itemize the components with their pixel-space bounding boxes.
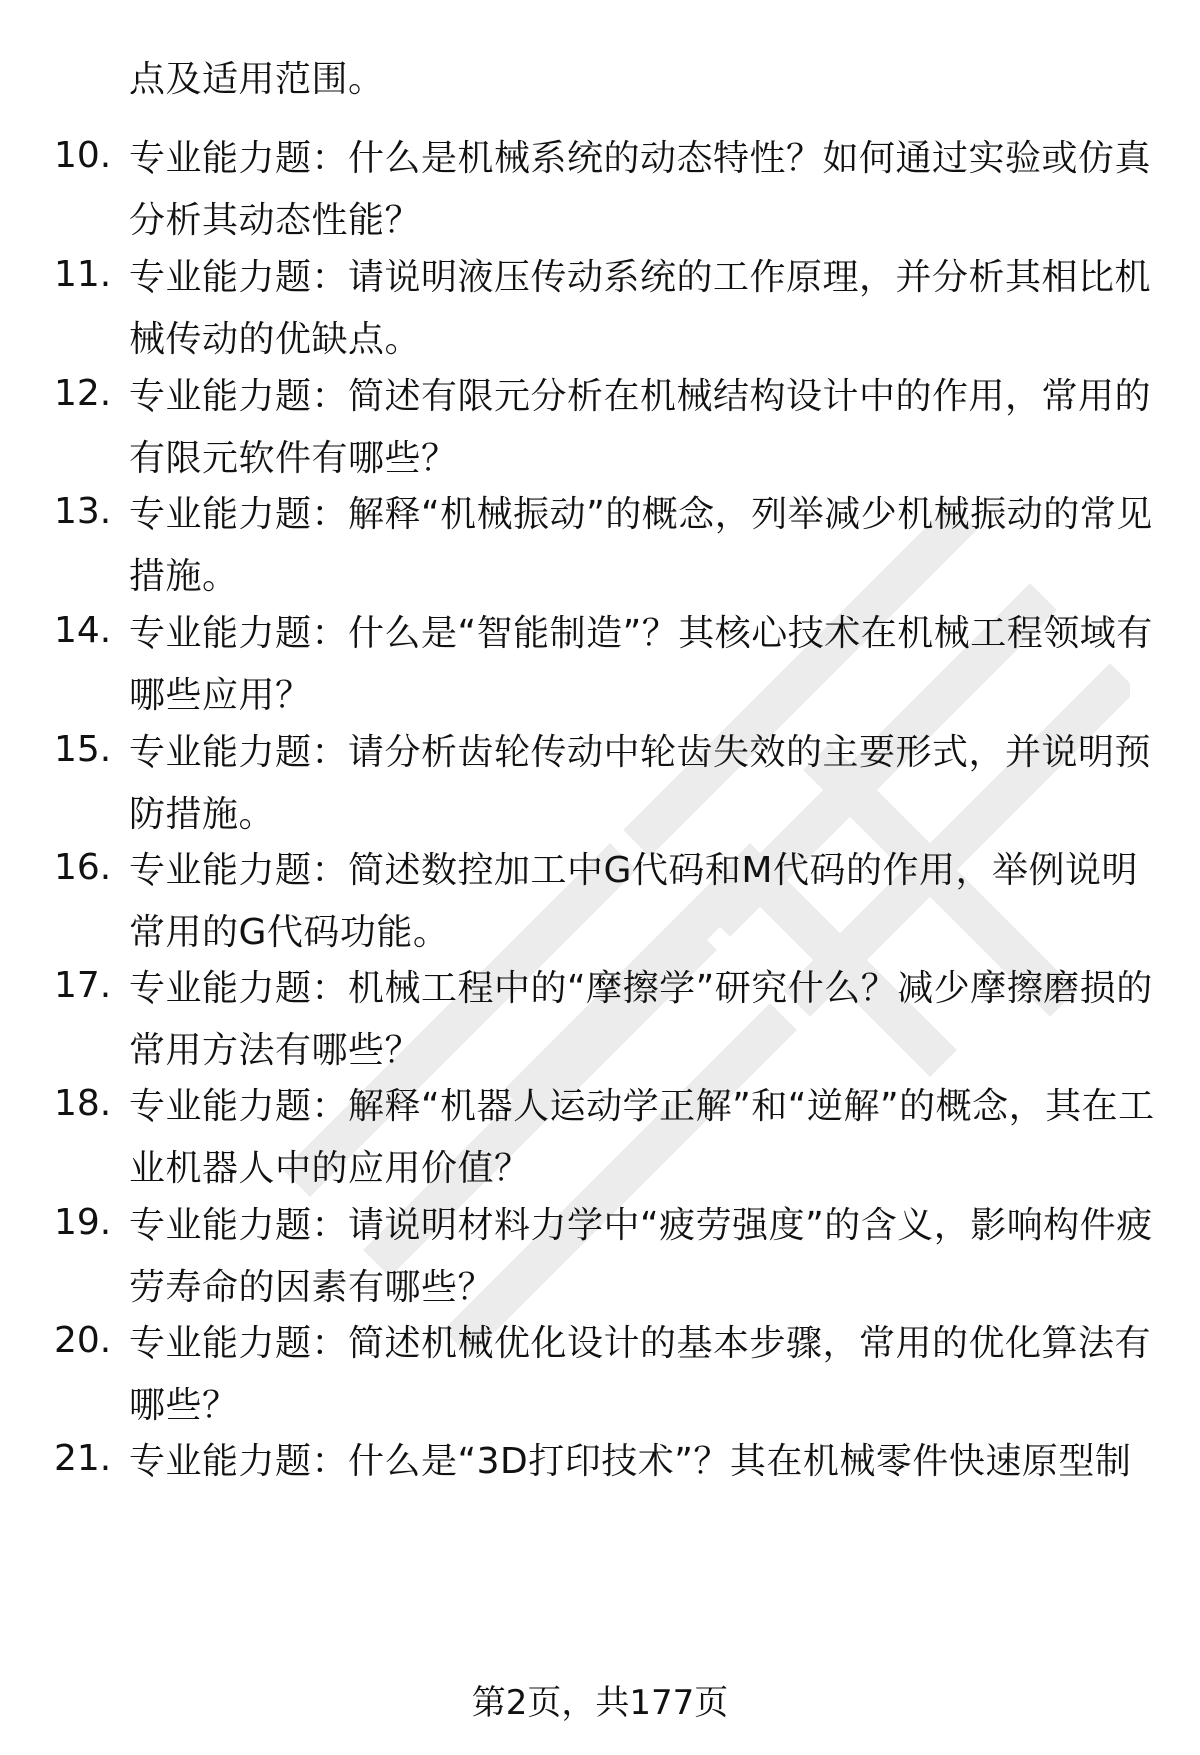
- item-number: 15.: [54, 729, 112, 770]
- item-number: 14.: [54, 610, 112, 651]
- item-number: 16.: [54, 847, 112, 888]
- item-text: 专业能力题：请说明材料力学中“疲劳强度”的含义，影响构件疲劳寿命的因素有哪些？: [129, 1205, 1153, 1308]
- page-footer: 第2页，共177页: [471, 1683, 729, 1723]
- item-number: 20.: [54, 1320, 112, 1361]
- item-text: 专业能力题：简述机械优化设计的基本步骤，常用的优化算法有哪些？: [129, 1323, 1152, 1426]
- item-number: 18.: [54, 1083, 112, 1124]
- item-text: 专业能力题：简述数控加工中G代码和M代码的作用，举例说明常用的G代码功能。: [129, 850, 1138, 953]
- item-text: 专业能力题：解释“机械振动”的概念，列举减少机械振动的常见措施。: [129, 494, 1153, 597]
- item-text: 专业能力题：什么是机械系统的动态特性？如何通过实验或仿真分析其动态性能？: [129, 138, 1152, 241]
- item-number: 21.: [54, 1438, 112, 1479]
- continuation-text: 点及适用范围。: [129, 59, 385, 100]
- item-number: 13.: [54, 491, 112, 532]
- item-number: 11.: [54, 254, 112, 295]
- item-text: 专业能力题：什么是“智能制造”？其核心技术在机械工程领域有哪些应用？: [129, 613, 1153, 716]
- item-text: 专业能力题：请分析齿轮传动中轮齿失效的主要形式，并说明预防措施。: [129, 732, 1152, 835]
- item-text: 专业能力题：请说明液压传动系统的工作原理，并分析其相比机械传动的优缺点。: [129, 257, 1152, 360]
- item-number: 10.: [54, 135, 112, 176]
- item-text: 专业能力题：机械工程中的“摩擦学”研究什么？减少摩擦磨损的常用方法有哪些？: [129, 968, 1153, 1071]
- item-number: 12.: [54, 373, 112, 414]
- item-number: 19.: [54, 1202, 112, 1243]
- item-text: 专业能力题：解释“机器人运动学正解”和“逆解”的概念，其在工业机器人中的应用价值？: [129, 1086, 1155, 1189]
- item-text: 专业能力题：简述有限元分析在机械结构设计中的作用，常用的有限元软件有哪些？: [129, 376, 1152, 479]
- item-number: 17.: [54, 965, 112, 1006]
- item-text: 专业能力题：什么是“3D打印技术”？其在机械零件快速原型制: [129, 1441, 1132, 1482]
